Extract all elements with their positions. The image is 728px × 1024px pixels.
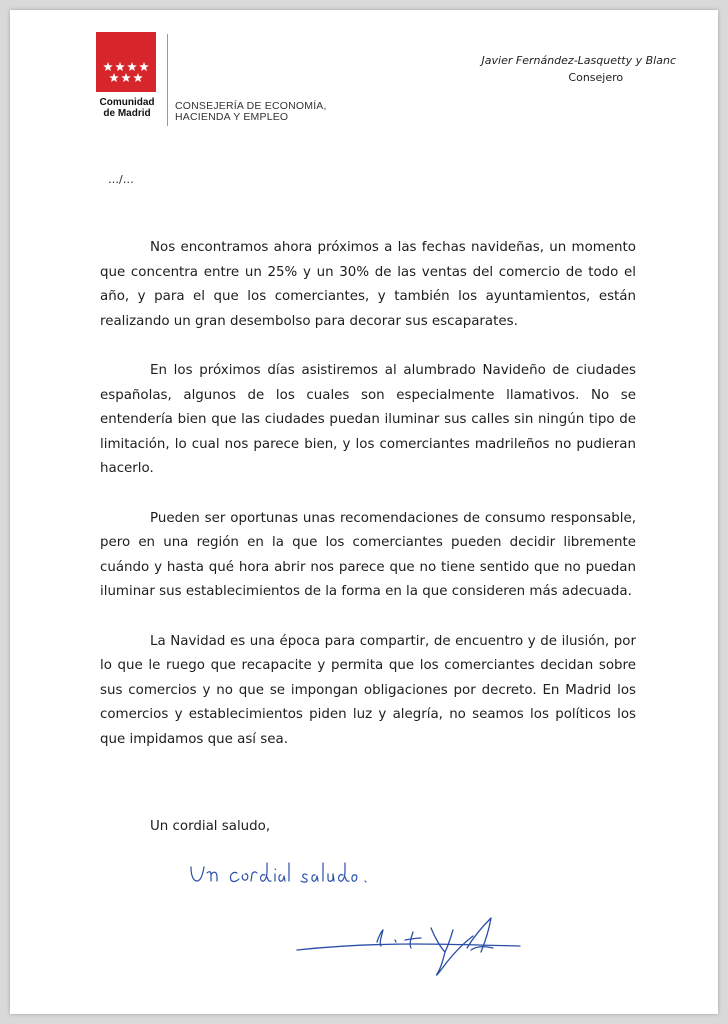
sender-role: Consejero (568, 71, 624, 84)
signature (295, 908, 525, 988)
letter-body (100, 236, 636, 777)
continuation-mark: …/… (108, 173, 134, 186)
paragraph-2: En los próximos días asistiremos al alumbrado Navideño de ciudades españolas, algunos de los cuales son especialmente llamativos. No se entendería bien que las ciudades puedan iluminar sus calles sin ningún tipo de limitación, lo cual nos parece bien, y los comerciantes madrileños no pudieran hacerlo. (100, 362, 636, 477)
logo-text-line-2: de Madrid (103, 108, 151, 119)
department-name (175, 101, 327, 123)
paragraph-4: La Navidad es una época para compartir, de encuentro y de ilusión, por lo que le ruego que recapacite y permita que los comerciantes decidan sobre sus comercios y no que se impongan obligaciones por decreto. En Madrid los comercios y establecimientos piden luz y alegría, no seamos los políticos los que impidamos que así sea. (100, 633, 636, 747)
department-line-1: CONSEJERÍA DE ECONOMÍA, (175, 100, 327, 112)
handwritten-note (185, 855, 385, 895)
star-icon (103, 62, 113, 71)
department-line-2: HACIENDA Y EMPLEO (175, 111, 289, 123)
paragraph-3: Pueden ser oportunas unas recomendaciones de consumo responsable, pero en una región en la que los comerciantes pueden decidir libremente cuándo y hasta qué hora abrir nos parece que no tiene sentido que no puedan iluminar sus establecimientos de la forma en la que consideren más adecuada. (100, 510, 636, 600)
star-icon (133, 73, 143, 82)
closing-salutation: Un cordial saludo, (150, 819, 271, 834)
star-icon (109, 73, 119, 82)
sender-block (482, 52, 676, 86)
star-icon (115, 62, 125, 71)
logo-text-line-1: Comunidad (99, 97, 155, 108)
paragraph-1: Nos encontramos ahora próximos a las fechas navideñas, un momento que concentra entre un 25% y un 30% de las ventas del comercio de todo el año, y para el que los comerciantes, y también los ayuntamientos, están realizando un gran desembolso para decorar sus escaparates. (100, 240, 636, 329)
star-icon (121, 73, 131, 82)
logo-wordmark (92, 97, 162, 119)
star-icon (139, 62, 149, 71)
sender-name: Javier Fernández-Lasquetty y Blanc (481, 54, 676, 67)
logo-divider (167, 34, 168, 126)
star-icon (127, 62, 137, 71)
seven-stars-icon (96, 32, 156, 92)
comunidad-de-madrid-logo (96, 32, 156, 92)
letter-page (10, 10, 718, 1014)
